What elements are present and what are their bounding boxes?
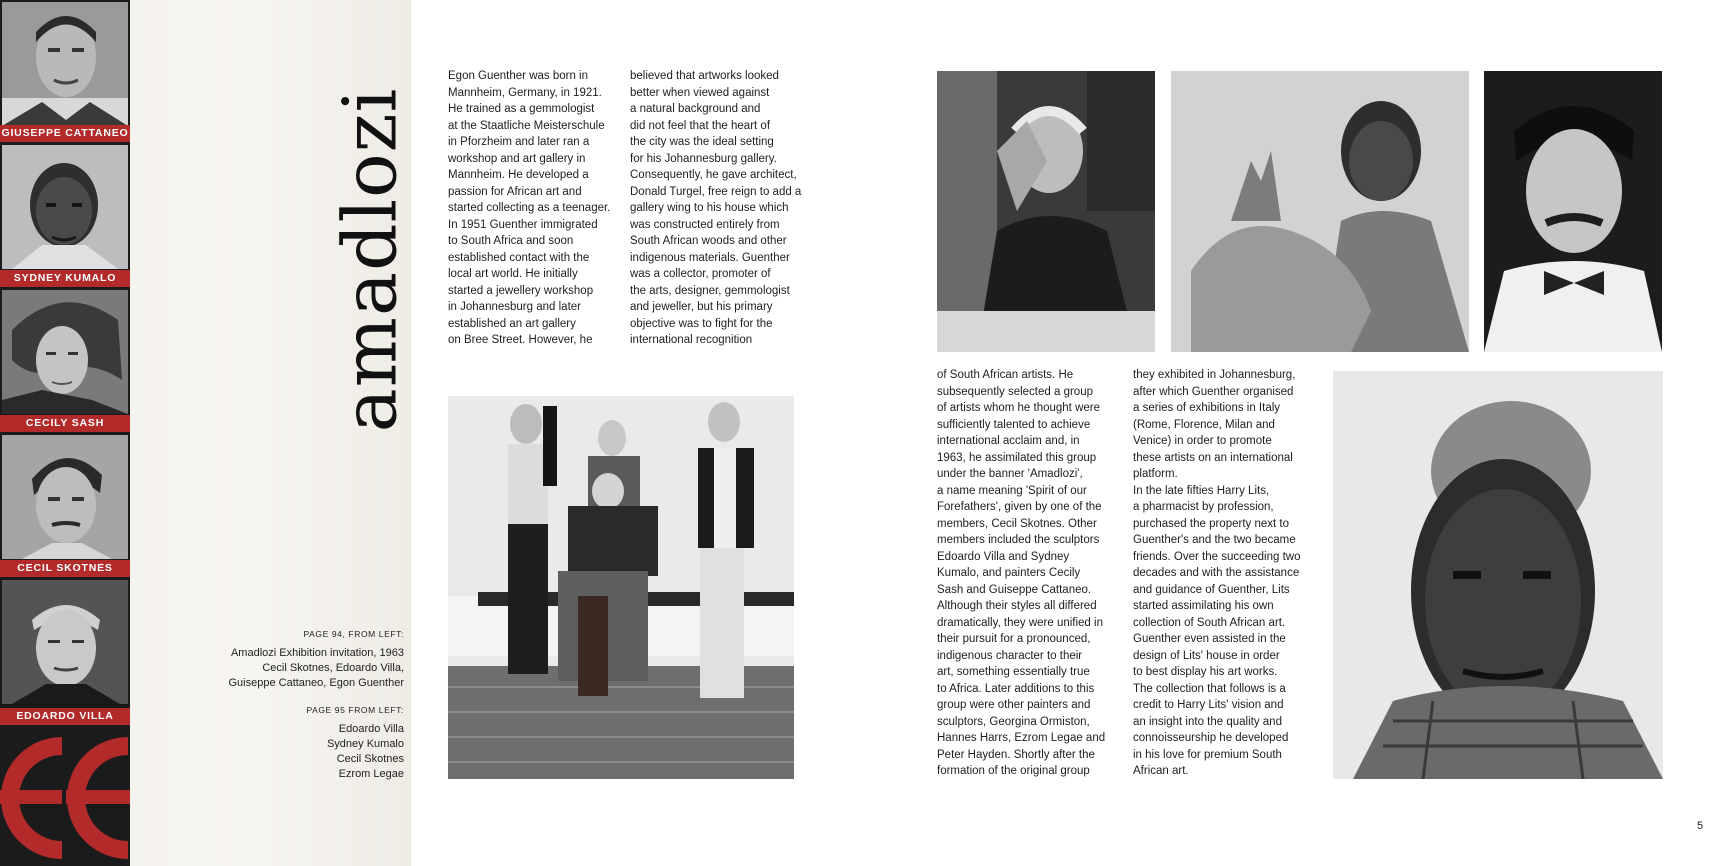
portrait-name-label: GIUSEPPE CATTANEO	[0, 125, 130, 142]
page-number: 5	[1696, 820, 1704, 832]
invitation-title: amadlozi	[327, 87, 413, 433]
body-text-column-2: believed that artworks looked better when viewed against a natural background and did not feel that the heart of the city was the ideal setting for his Johannesburg gallery. Consequently, he gave architect, Donald Turgel, free reign to add a gallery wing to his house which was constructed entirely from South African woods and other indigenous materials. Guenther was a collector, promoter of the arts, designer, gemmologist and jeweller, but his primary objective was to fight for the international recognition	[630, 70, 802, 346]
group-photo	[448, 396, 794, 779]
kumalo-photo	[1171, 71, 1469, 352]
portrait-skotnes-photo	[2, 435, 128, 559]
portrait-sash-photo	[2, 290, 128, 414]
portrait-name-label: SYDNEY KUMALO	[0, 270, 130, 287]
body-text-column-1: Egon Guenther was born in Mannheim, Germany, in 1921. He trained as a gemmologist at the Staatliche Meisterschule in Pforzheim and later ran a workshop and art gallery in Mannheim. He developed a passion for African art and started collecting as a teenager. In 1951 Guenther immigrated to South Africa and soon established contact with the local art world. He initially started a jewellery workshop in Johannesburg and later established an art gallery on Bree Street. However, he	[448, 70, 611, 346]
legae-photo	[1333, 371, 1663, 779]
portrait-kumalo-photo	[2, 145, 128, 269]
portrait-name-label: EDOARDO VILLA	[0, 708, 130, 725]
caption-heading-page95: PAGE 95 FROM LEFT:	[306, 705, 404, 715]
caption-line: Cecil Skotnes	[336, 753, 404, 765]
portrait-villa-photo	[2, 580, 128, 704]
caption-line: Guiseppe Cattaneo, Egon Guenther	[228, 677, 404, 689]
caption-line: Sydney Kumalo	[326, 738, 404, 750]
villa-photo	[1484, 71, 1662, 352]
caption-line: Cecil Skotnes, Edoardo Villa,	[262, 662, 404, 674]
body-text-column-4: they exhibited in Johannesburg, after which Guenther organised a series of exhibitions in Italy (Rome, Florence, Milan and Venice) in order to promote these artists on an international platform. In the late fifties Harry Lits, a pharmacist by profession, purchased the property next to Guenther's and the two became friends. Over the succeeding two decades and with the assistance and guidance of Guenther, Lits started assimilating his own collection of South African art. Guenther even assisted in the design of Lits' house in order to best display his art works. The collection that follows is a credit to Harry Lits' vision and an insight into the quality and connoisseurship he developed in his love for premium South African art.	[1133, 369, 1301, 777]
portrait-name-label: CECIL SKOTNES	[0, 560, 130, 577]
skotnes-photo	[937, 71, 1155, 352]
caption-line: Edoardo Villa	[338, 723, 404, 735]
body-text-column-3: of South African artists. He subsequently selected a group of artists whom he thought were sufficiently talented to achieve international acclaim and, in 1963, he assimilated this group under the banner 'Amadlozi', a name meaning 'Spirit of our Forefathers', given by one of the members, Cecil Skotnes. Other members included the sculptors Edoardo Villa and Sydney Kumalo, and painters Cecily Sash and Guiseppe Cattaneo. Although their styles all differed dramatically, they were unified in their pursuit for a pronounced, indigenous character to their art, something essentially true to Africa. Later additions to this group were other painters and sculptors, Georgina Ormiston, Hannes Harrs, Ezrom Legae and Peter Hayden. Shortly after the formation of the original group	[937, 369, 1106, 777]
caption-line: Amadlozi Exhibition invitation, 1963	[230, 647, 404, 659]
portrait-cattaneo-photo	[2, 2, 128, 126]
caption-heading-page94: PAGE 94, FROM LEFT:	[303, 629, 404, 639]
ee-logo	[0, 728, 130, 866]
caption-line: Ezrom Legae	[338, 768, 404, 780]
photo-captions	[140, 627, 404, 794]
portrait-name-label: CECILY SASH	[0, 415, 130, 432]
